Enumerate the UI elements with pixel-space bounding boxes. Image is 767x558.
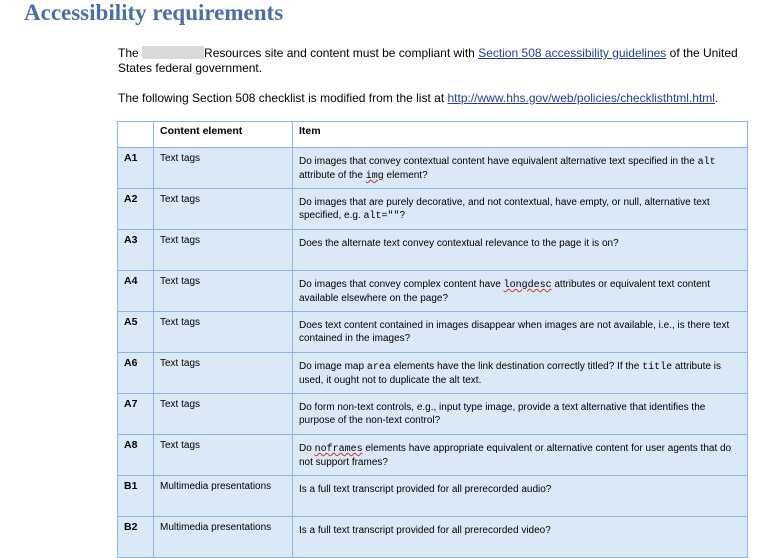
intro-text: of the United States federal government.	[118, 46, 738, 75]
item-text-fragment: attribute of the	[299, 170, 366, 181]
intro-text: .	[714, 91, 719, 105]
table-header-row	[118, 122, 748, 148]
row-code: A5	[118, 312, 154, 353]
row-item-text	[293, 271, 748, 312]
table-row	[118, 189, 748, 230]
table-row	[118, 476, 748, 517]
item-text-fragment: element?	[383, 170, 428, 181]
row-content-element: Multimedia presentations	[154, 476, 293, 517]
row-content-element: Text tags	[154, 312, 293, 353]
item-text-fragment: alt=""	[363, 211, 400, 222]
header-code	[118, 122, 154, 148]
page-title: Accessibility requirements	[24, 0, 284, 25]
row-code: B1	[118, 476, 154, 517]
item-text-fragment: elements have appropriate equivalent or alternative content for user agents that do not support frames?	[299, 443, 732, 468]
row-item-text	[293, 435, 748, 476]
row-code: A2	[118, 189, 154, 230]
header-item: Item	[293, 122, 748, 148]
item-text-fragment: Is a full text transcript provided for all prerecorded audio?	[299, 484, 552, 495]
row-code: A3	[118, 230, 154, 271]
table-row	[118, 353, 748, 394]
item-text-fragment: Do image map	[299, 361, 367, 372]
row-content-element: Text tags	[154, 435, 293, 476]
intro-text: The following Section 508 checklist is modified from the list at	[118, 91, 445, 105]
row-item-text	[293, 148, 748, 189]
item-text-fragment: Do images that convey contextual content have equivalent alternative text specified in the	[299, 156, 698, 167]
item-text-fragment: Do images that are purely decorative, and not contextual, have empty, or null, alternative text specified, e.g.	[299, 197, 710, 221]
row-item-text	[293, 312, 748, 353]
row-code: A1	[118, 148, 154, 189]
table-row	[118, 230, 748, 271]
table-row	[118, 148, 748, 189]
row-content-element: Text tags	[154, 394, 293, 435]
row-code: A6	[118, 353, 154, 394]
item-text-fragment: area	[366, 362, 391, 373]
intro-paragraph	[118, 46, 748, 76]
item-text-fragment: Do form non-text controls, e.g., input type image, provide a text alternative that identifies the purpose of the non-text control?	[299, 402, 706, 426]
redacted-name-block	[142, 46, 204, 59]
item-text-fragment: Do	[299, 443, 315, 454]
table-row	[118, 312, 748, 353]
row-code: A8	[118, 435, 154, 476]
hhs-checklist-link[interactable]: http://www.hhs.gov/web/policies/checklisthtml.html	[447, 91, 715, 105]
section508-guidelines-link[interactable]: Section 508 accessibility guidelines	[478, 46, 667, 60]
row-content-element: Text tags	[154, 230, 293, 271]
checklist-source-paragraph	[118, 91, 748, 106]
item-text-fragment: alt	[697, 157, 716, 168]
row-item-text	[293, 189, 748, 230]
item-text-fragment: longdesc	[503, 280, 552, 291]
row-content-element: Text tags	[154, 353, 293, 394]
table-row	[118, 271, 748, 312]
table-row	[118, 394, 748, 435]
row-content-element: Text tags	[154, 148, 293, 189]
row-item-text	[293, 394, 748, 435]
row-item-text	[293, 353, 748, 394]
row-item-text	[293, 517, 748, 558]
item-text-fragment: Is a full text transcript provided for all prerecorded video?	[299, 525, 551, 536]
row-code: A4	[118, 271, 154, 312]
table-row	[118, 435, 748, 476]
item-text-fragment: Does text content contained in images disappear when images are not available, i.e., is there text contained in the images?	[299, 320, 730, 344]
row-item-text	[293, 476, 748, 517]
item-text-fragment: elements have the link destination correctly titled? If the	[390, 361, 643, 372]
intro-text: Resources site and content must be compliant with	[204, 46, 475, 60]
item-text-fragment: ?	[399, 210, 406, 221]
row-content-element: Text tags	[154, 271, 293, 312]
row-code: A7	[118, 394, 154, 435]
section508-checklist-table	[117, 121, 748, 558]
item-text-fragment: img	[365, 171, 384, 182]
table-row	[118, 517, 748, 558]
header-content-element: Content element	[154, 122, 293, 148]
item-text-fragment: Do images that convey complex content have	[299, 279, 504, 290]
table-body	[118, 148, 748, 558]
row-item-text	[293, 230, 748, 271]
item-text-fragment: Does the alternate text convey contextual relevance to the page it is on?	[299, 238, 619, 249]
item-text-fragment: title	[642, 362, 673, 373]
row-content-element: Multimedia presentations	[154, 517, 293, 558]
item-text-fragment: attribute is used, it ought not to duplicate the alt text.	[299, 361, 722, 386]
row-content-element: Text tags	[154, 189, 293, 230]
intro-text: The	[118, 46, 139, 60]
item-text-fragment: attributes or equivalent text content available elsewhere on the page?	[299, 279, 711, 304]
item-text-fragment: noframes	[314, 444, 363, 455]
row-code: B2	[118, 517, 154, 558]
